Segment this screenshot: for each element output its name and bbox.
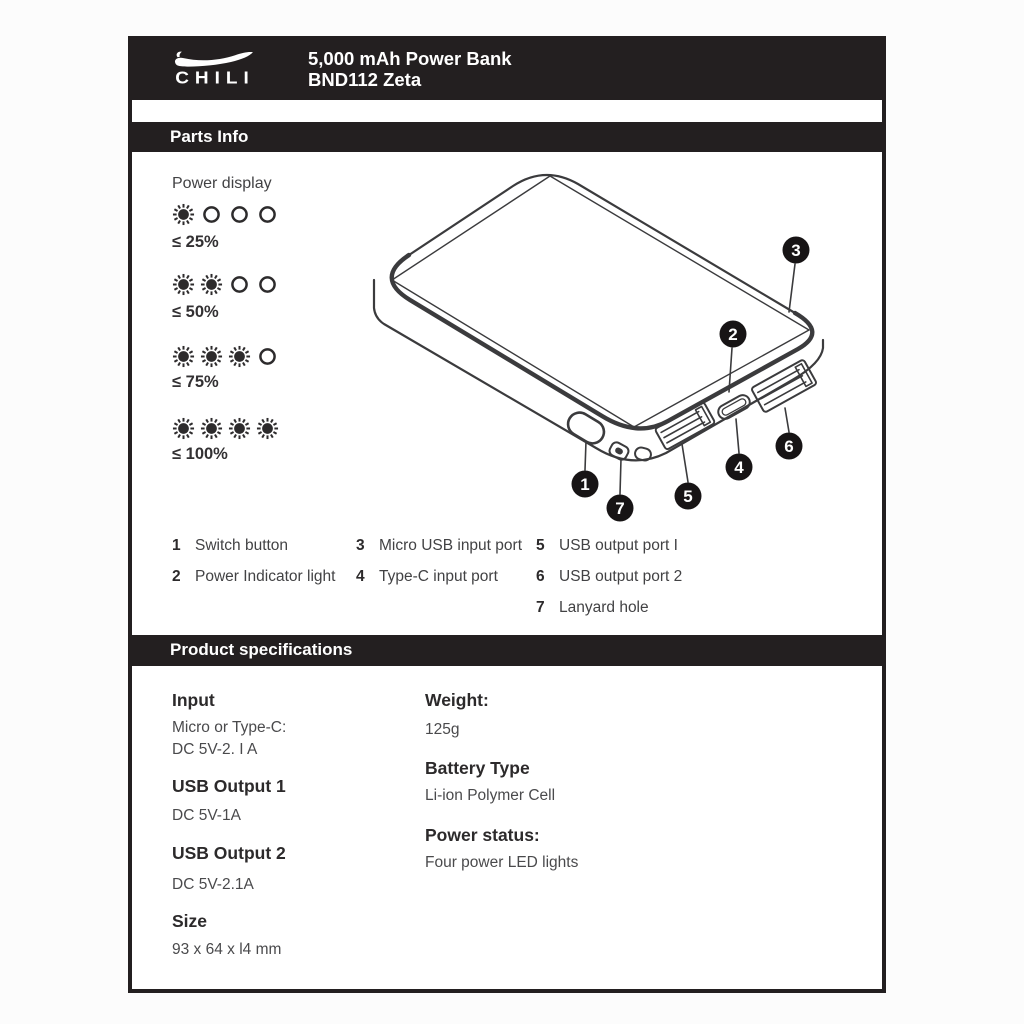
led-on-icon xyxy=(200,417,223,440)
svg-text:5: 5 xyxy=(683,487,693,506)
spec-label-weight: Weight: xyxy=(425,690,489,710)
manual-page xyxy=(128,36,886,993)
section-title: Product specifications xyxy=(170,640,353,659)
callout-4 xyxy=(726,454,753,481)
callout-3 xyxy=(783,237,810,264)
chili-pepper-icon xyxy=(168,48,260,70)
led-caption-100: ≤ 100% xyxy=(172,445,228,463)
led-on-icon xyxy=(172,417,195,440)
led-row-75 xyxy=(172,345,284,368)
part-label: USB output port I xyxy=(559,537,678,554)
led-on-icon xyxy=(228,345,251,368)
part-item: 4 Type-C input port xyxy=(356,568,498,585)
svg-text:6: 6 xyxy=(784,437,794,456)
svg-text:7: 7 xyxy=(615,499,625,518)
spec-value: 93 x 64 x l4 mm xyxy=(172,941,282,958)
spec-value: DC 5V-1A xyxy=(172,807,241,824)
part-label: Power Indicator light xyxy=(195,568,336,585)
svg-text:3: 3 xyxy=(791,241,801,260)
led-caption-75: ≤ 75% xyxy=(172,373,219,391)
spec-label-power-status: Power status: xyxy=(425,825,540,845)
spec-value: Four power LED lights xyxy=(425,854,579,871)
brand-name: CHILI xyxy=(175,69,255,88)
device-seam xyxy=(392,176,809,427)
led-off-icon xyxy=(228,203,251,226)
led-row-50 xyxy=(172,273,284,296)
led-on-icon xyxy=(228,417,251,440)
led-caption-50: ≤ 50% xyxy=(172,303,219,321)
spec-value: Li-ion Polymer Cell xyxy=(425,787,556,804)
spec-value: DC 5V-2.1A xyxy=(172,876,254,893)
led-off-icon xyxy=(256,273,279,296)
led-on-icon xyxy=(172,273,195,296)
header-bar xyxy=(132,40,882,100)
led-on-icon xyxy=(172,203,195,226)
part-label: Switch button xyxy=(195,537,289,554)
led-row-100 xyxy=(172,417,284,440)
led-off-icon xyxy=(200,203,223,226)
svg-text:1: 1 xyxy=(580,475,590,494)
section-title: Parts Info xyxy=(170,127,249,146)
callout-5 xyxy=(675,483,702,510)
spec-label-usb-output-2: USB Output 2 xyxy=(172,843,286,863)
part-item: 2 Power Indicator light xyxy=(172,568,336,585)
callout-leader-lines xyxy=(585,264,795,494)
part-label: Micro USB input port xyxy=(379,537,522,554)
spec-value: DC 5V-2. I A xyxy=(172,741,258,758)
led-off-icon xyxy=(228,273,251,296)
part-label: Lanyard hole xyxy=(559,599,649,616)
led-on-icon xyxy=(200,345,223,368)
device-diagram xyxy=(360,160,880,530)
callout-7 xyxy=(607,495,634,522)
part-item: 5 USB output port I xyxy=(536,537,678,554)
part-item: 3 Micro USB input port xyxy=(356,537,522,554)
led-on-icon xyxy=(172,345,195,368)
type-c-port-shape xyxy=(716,393,753,422)
brand-logo xyxy=(160,44,270,96)
callout-6 xyxy=(776,433,803,460)
product-title-line2: BND112 Zeta xyxy=(308,69,422,90)
parts-list-column-3 xyxy=(536,536,682,629)
part-item: 6 USB output port 2 xyxy=(536,568,683,585)
callout-1 xyxy=(572,471,599,498)
led-off-icon xyxy=(256,345,279,368)
callouts xyxy=(572,237,810,522)
led-caption-25: ≤ 25% xyxy=(172,233,219,251)
lanyard-hole-shape xyxy=(608,441,630,462)
svg-text:4: 4 xyxy=(734,458,744,477)
spec-label-input: Input xyxy=(172,690,215,710)
device-top-face xyxy=(392,175,813,428)
svg-text:2: 2 xyxy=(728,325,738,344)
part-label: USB output port 2 xyxy=(559,568,683,585)
callout-2 xyxy=(720,321,747,348)
led-off-icon xyxy=(256,203,279,226)
led-on-icon xyxy=(200,273,223,296)
part-label: Type-C input port xyxy=(379,568,498,585)
spec-label-battery-type: Battery Type xyxy=(425,758,530,778)
power-display-label: Power display xyxy=(172,175,272,192)
part-item: 7 Lanyard hole xyxy=(536,599,649,616)
led-row-25 xyxy=(172,203,284,226)
part-item: 1 Switch button xyxy=(172,537,289,554)
header-divider xyxy=(132,100,882,122)
spec-label-usb-output-1: USB Output 1 xyxy=(172,776,286,796)
product-title-line1: 5,000 mAh Power Bank xyxy=(308,48,512,69)
led-on-icon xyxy=(256,417,279,440)
parts-list-column-2 xyxy=(356,536,522,598)
section-header-parts-info xyxy=(132,122,882,152)
parts-list-column-1 xyxy=(172,536,335,598)
product-title xyxy=(308,48,512,90)
spec-value: 125g xyxy=(425,721,460,738)
spec-value: Micro or Type-C: xyxy=(172,719,287,736)
spec-label-size: Size xyxy=(172,911,208,931)
section-header-product-specifications xyxy=(132,635,882,666)
